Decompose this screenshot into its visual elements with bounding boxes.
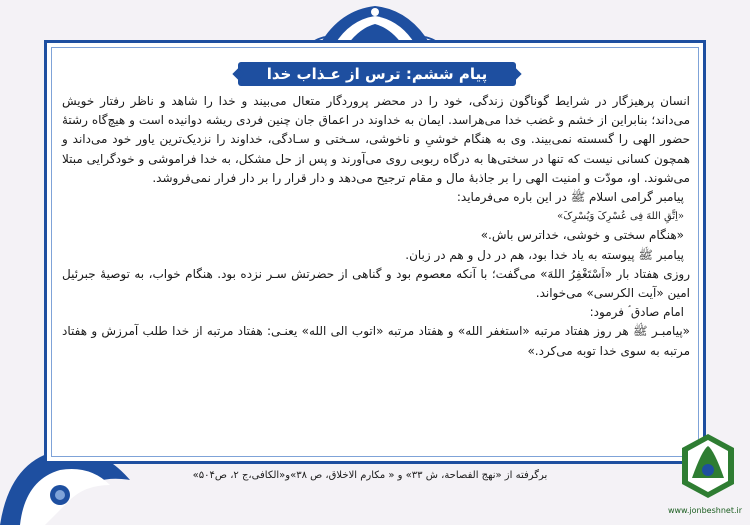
hadith-translation: «هنگام سختی و خوشی، خداترس باش.» (480, 228, 684, 243)
title-bar (238, 62, 516, 86)
body-text (62, 92, 690, 361)
paragraph-intro: انسان پرهیزگار در شرایط گوناگون زندگی، خود را در محضر پروردگار متعال می‌بیند و خدا را شاهد و ناظر رفتار خویش می‌داند؛ بنابراین از خشم و غضب خدا می‌هراسد. ایمان به خداوند در اعماق جان چنین فردی ریشه دوانیده است و هیچ‌گاه رشتهٔ حضور الهی را گسسته نمی‌بیند. وی به هنگام خوشیِ و ناخوشی، سـختی و سـادگی، خداوند را نزدیک‌ترین یاور خود می‌داند و همچون کسانی نیست که تنها در سختی‌ها به درگاه ربوبی روی می‌آورند و پس از حل مشکل، به خدا فراموشی و خودگرایی مبتلا می‌شوند. او، مودّت و امنیت الهی را بر جاذبهٔ مال و مقام ترجیح می‌دهد و دار قرار را بر دار فرار نمی‌فروشد. (62, 94, 690, 185)
paragraph-prophet-says: پیامبر گرامی اسلام ﷺ در این باره می‌فرماید: (456, 190, 684, 205)
hadith-arabic: «اِتَّقِ اللهَ فِی عُسْرِکَ وَیُسْرِکَ» (557, 211, 684, 223)
page-title: پیام ششم: ترس از عـذاب خدا (266, 65, 488, 83)
jonbesh-logo (672, 430, 744, 502)
source-citation: برگرفته از «نهج الفصاحة، ش ۳۳» و « مکارم الاخلاق، ص ۳۸»و«الکافی،ج ۲، ص۵۰۴» (192, 470, 548, 481)
paragraph-imam-sadiq: امام صادق ؑ فرمود: (589, 305, 684, 320)
paragraph-istighfar: روزی هفتاد بار «اَسْتَغْفِرُ اللهَ» می‌گفت؛ با آنکه معصوم بود و گناهی از حضرتش سـر نزده بود. هنگام خواب، به توصیهٔ جبرئیل امین «آیت الکرسی» می‌خواند. (62, 266, 690, 301)
paragraph-seventy-times: «پیامبـر ﷺ هر روز هفتاد مرتبه «استغفر الله» و هفتاد مرتبه «اتوب الی الله» یعنـی: هفتاد مرتبه از خدا طلب آمرزش و هفتاد مرتبه به سوی خدا توبه می‌کرد.» (62, 324, 690, 358)
website-url[interactable]: www.jonbeshnet.ir (667, 506, 743, 515)
paragraph-remembrance: پیامبر ﷺ پیوسته به یاد خدا بود، هم در دل و هم در زبان. (405, 247, 684, 262)
